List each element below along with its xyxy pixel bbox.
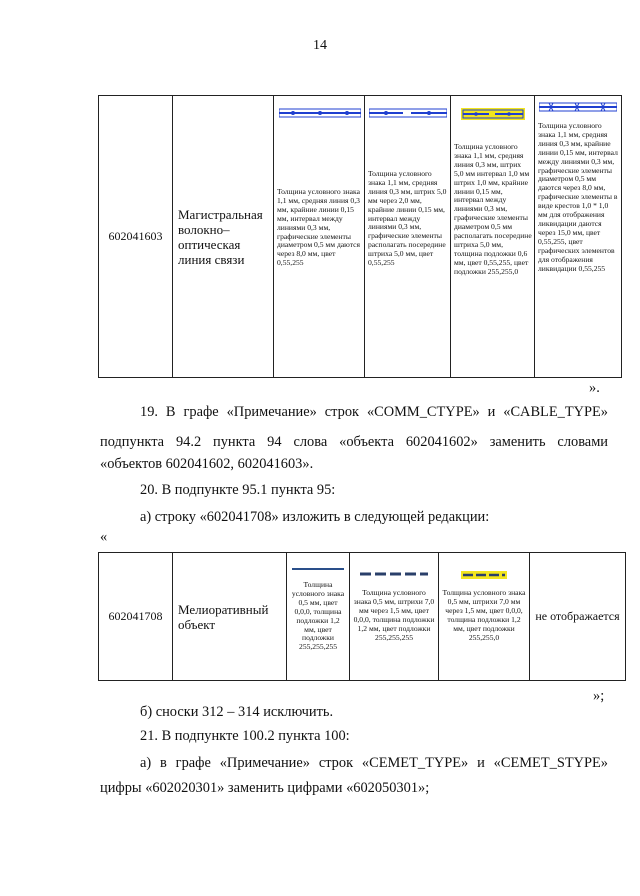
dashed-line-symbol-icon	[360, 571, 428, 577]
style-cell-3	[439, 553, 530, 681]
paragraph-19-line-1: 19. В графе «Примечание» строк «COMM_CTYPE» и «CABLE_TYPE»	[140, 404, 608, 420]
highlighted-dashed-line-icon	[461, 571, 507, 579]
style-description: Толщина условного знака 1,1 мм, средняя линия 0,3 мм, штрих 5,0 мм через 2,0 мм, крайние линии 0,15 мм, интервал между линиями 0,3 мм, графические элементы располагать посередине штриха 5,0 мм, цвет 0,55,255	[368, 169, 447, 268]
closing-quote: ».	[589, 380, 600, 396]
paragraph-20: 20. В подпункте 95.1 пункта 95:	[140, 482, 336, 498]
style-cell-2	[365, 96, 451, 378]
paragraph-20a: а) строку «602041708» изложить в следующей редакции:	[140, 509, 490, 525]
display-note: не отображается	[530, 553, 626, 681]
object-name: Магистральная волокно–оптическая линия связи	[173, 96, 274, 378]
page-number: 14	[313, 38, 327, 53]
style-description: Толщина условного знака 1,1 мм, средняя линия 0,3 мм, крайние линии 0,15 мм, интервал между линиями 0,3 мм, графические элементы диаметром 0,5 мм даются через 8,0 мм, цвет 0,55,255	[277, 187, 361, 268]
style-cell-2	[350, 553, 439, 681]
style-description: Толщина условного знака 1,1 мм, средняя линия 0,3 мм, штрих 5,0 мм интервал 1,0 мм штрих 1,0 мм, крайние линии 0,15 мм, интервал между линиями 0,3 мм, графические элементы диаметром 0,5 мм располагать посередине штриха 5,0 мм, толщина подложки 0,6 мм, цвет 0,55,255, цвет подложки 255,255,0	[454, 142, 532, 276]
style-description: Толщина условного знака 0,5 мм, цвет 0,0,0, толщина подложки 1,2 мм, цвет подложки 255,255,255	[291, 580, 345, 652]
crossed-line-symbol-icon	[539, 102, 617, 112]
symbol-table-2	[98, 552, 626, 681]
paragraph-20b: б) сноски 312 – 314 исключить.	[140, 704, 334, 720]
object-code: 602041708	[99, 553, 173, 681]
highlighted-line-symbol-icon	[461, 108, 525, 120]
style-cell-1	[287, 553, 350, 681]
solid-line-symbol-icon	[292, 567, 344, 571]
style-cell-4	[535, 96, 622, 378]
object-name: Мелиоративный объект	[173, 553, 287, 681]
object-code: 602041603	[99, 96, 173, 378]
opening-quote: «	[100, 529, 108, 545]
dashed-line-symbol-icon	[369, 108, 447, 118]
style-description: Толщина условного знака 0,5 мм, штрихи 7,0 мм через 1,5 мм, цвет 0,0,0, толщина подложки 1,2 мм, цвет подложки 255,255,255	[353, 588, 435, 642]
paragraph-19-line-2: подпункта 94.2 пункта 94 слова «объекта 602041602» заменить словами	[100, 434, 608, 450]
style-description: Толщина условного знака 0,5 мм, штрихи 7,0 мм через 1,5 мм, цвет 0,0,0, толщина подложки 1,2 мм, цвет подложки 255,255,0	[442, 588, 526, 642]
line-symbol-icon	[279, 108, 361, 118]
style-cell-3	[451, 96, 535, 378]
symbol-table-1	[98, 95, 622, 378]
paragraph-21a-line-2: цифры «602020301» заменить цифрами «602050301»;	[100, 780, 430, 796]
paragraph-21: 21. В подпункте 100.2 пункта 100:	[140, 728, 350, 744]
paragraph-21a-line-1: а) в графе «Примечание» строк «CEMET_TYPE» и «CEMET_STYPE»	[140, 755, 608, 771]
style-cell-1	[274, 96, 365, 378]
style-description: Толщина условного знака 1,1 мм, средняя линия 0,3 мм, крайние линии 0,15 мм, интервал между линиями 0,3 мм, графические элементы диаметром 0,5 мм даются через 8,0 мм, графические элементы в виде крестов 1,0 * 1,0 мм для отображения ликвидации даются через 15,0 мм, цвет 0,55,255, цвет графических элементов для отображения ликвидации 0,55,255	[538, 121, 618, 273]
closing-quote: »;	[593, 688, 605, 704]
paragraph-19-line-3: «объектов 602041602, 602041603».	[100, 456, 314, 472]
